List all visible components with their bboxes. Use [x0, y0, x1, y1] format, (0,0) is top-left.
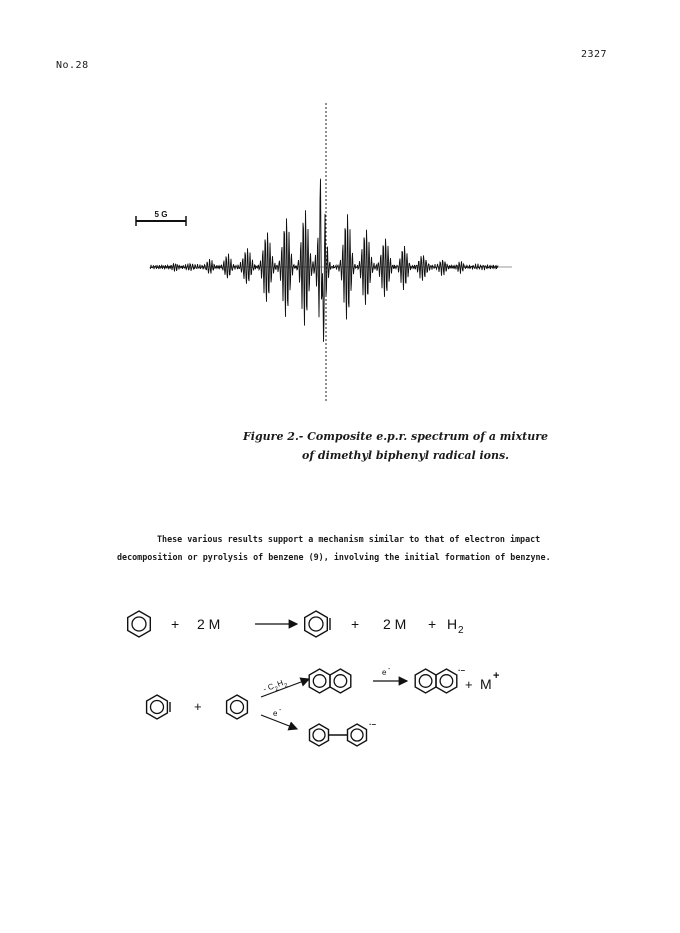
journal-issue: No.28 — [56, 60, 89, 71]
svg-text:H: H — [275, 678, 285, 689]
figure-caption-line2: of dimethyl biphenyl radical ions. — [302, 449, 510, 462]
benzyne-molecule — [305, 611, 330, 637]
body-text-line1: These various results support a mechanism similar to that of electron impact — [157, 534, 541, 544]
benzene-molecule — [227, 695, 248, 719]
svg-text:-: - — [279, 707, 282, 714]
svg-text:2: 2 — [458, 625, 464, 636]
hydrogen-H2 — [447, 616, 464, 636]
plus-sign: + — [194, 699, 202, 714]
plus-sign: + — [428, 616, 437, 632]
plus-sign: + — [465, 677, 473, 692]
benzene-molecule — [128, 611, 151, 637]
svg-text:-: - — [261, 684, 268, 694]
product-2M: 2 M — [383, 616, 407, 632]
svg-text:2: 2 — [274, 686, 280, 693]
body-text-line2: decomposition or pyrolysis of benzene (9), involving the initial formation of benzyne. — [117, 552, 551, 562]
svg-text:·–: ·– — [458, 666, 466, 675]
electron-label — [273, 707, 282, 718]
svg-text:-: - — [388, 666, 391, 673]
scale-bar-label: 5 G — [154, 210, 168, 219]
page-number: 2327 — [581, 49, 608, 60]
svg-text:·–: ·– — [369, 720, 377, 729]
naphthalene-radical-anion — [415, 666, 465, 693]
svg-text:C: C — [266, 681, 276, 693]
benzyne-molecule — [147, 695, 170, 719]
electron-label — [382, 666, 391, 677]
spectrum-trace — [150, 179, 498, 342]
reaction-scheme — [125, 595, 545, 765]
figure-caption-line1: Figure 2.- Composite e.p.r. spectrum of a mixture — [243, 430, 549, 443]
reaction-arrow-electron — [261, 715, 297, 729]
epr-spectrum-figure — [100, 95, 540, 410]
svg-text:2: 2 — [283, 682, 289, 690]
svg-text:e: e — [273, 709, 278, 718]
biphenyl-radical-anion — [310, 720, 377, 746]
plus-sign: + — [171, 616, 180, 632]
svg-text:+: + — [493, 670, 500, 682]
scale-bar — [136, 210, 186, 226]
acetylene-loss-label — [262, 677, 290, 697]
plus-sign: + — [351, 616, 360, 632]
svg-text:H: H — [447, 616, 458, 632]
metal-cation — [480, 670, 499, 692]
reactant-2M: 2 M — [197, 616, 221, 632]
svg-text:M: M — [480, 676, 492, 692]
naphthalene-molecule — [309, 669, 351, 693]
svg-text:e: e — [382, 668, 387, 677]
